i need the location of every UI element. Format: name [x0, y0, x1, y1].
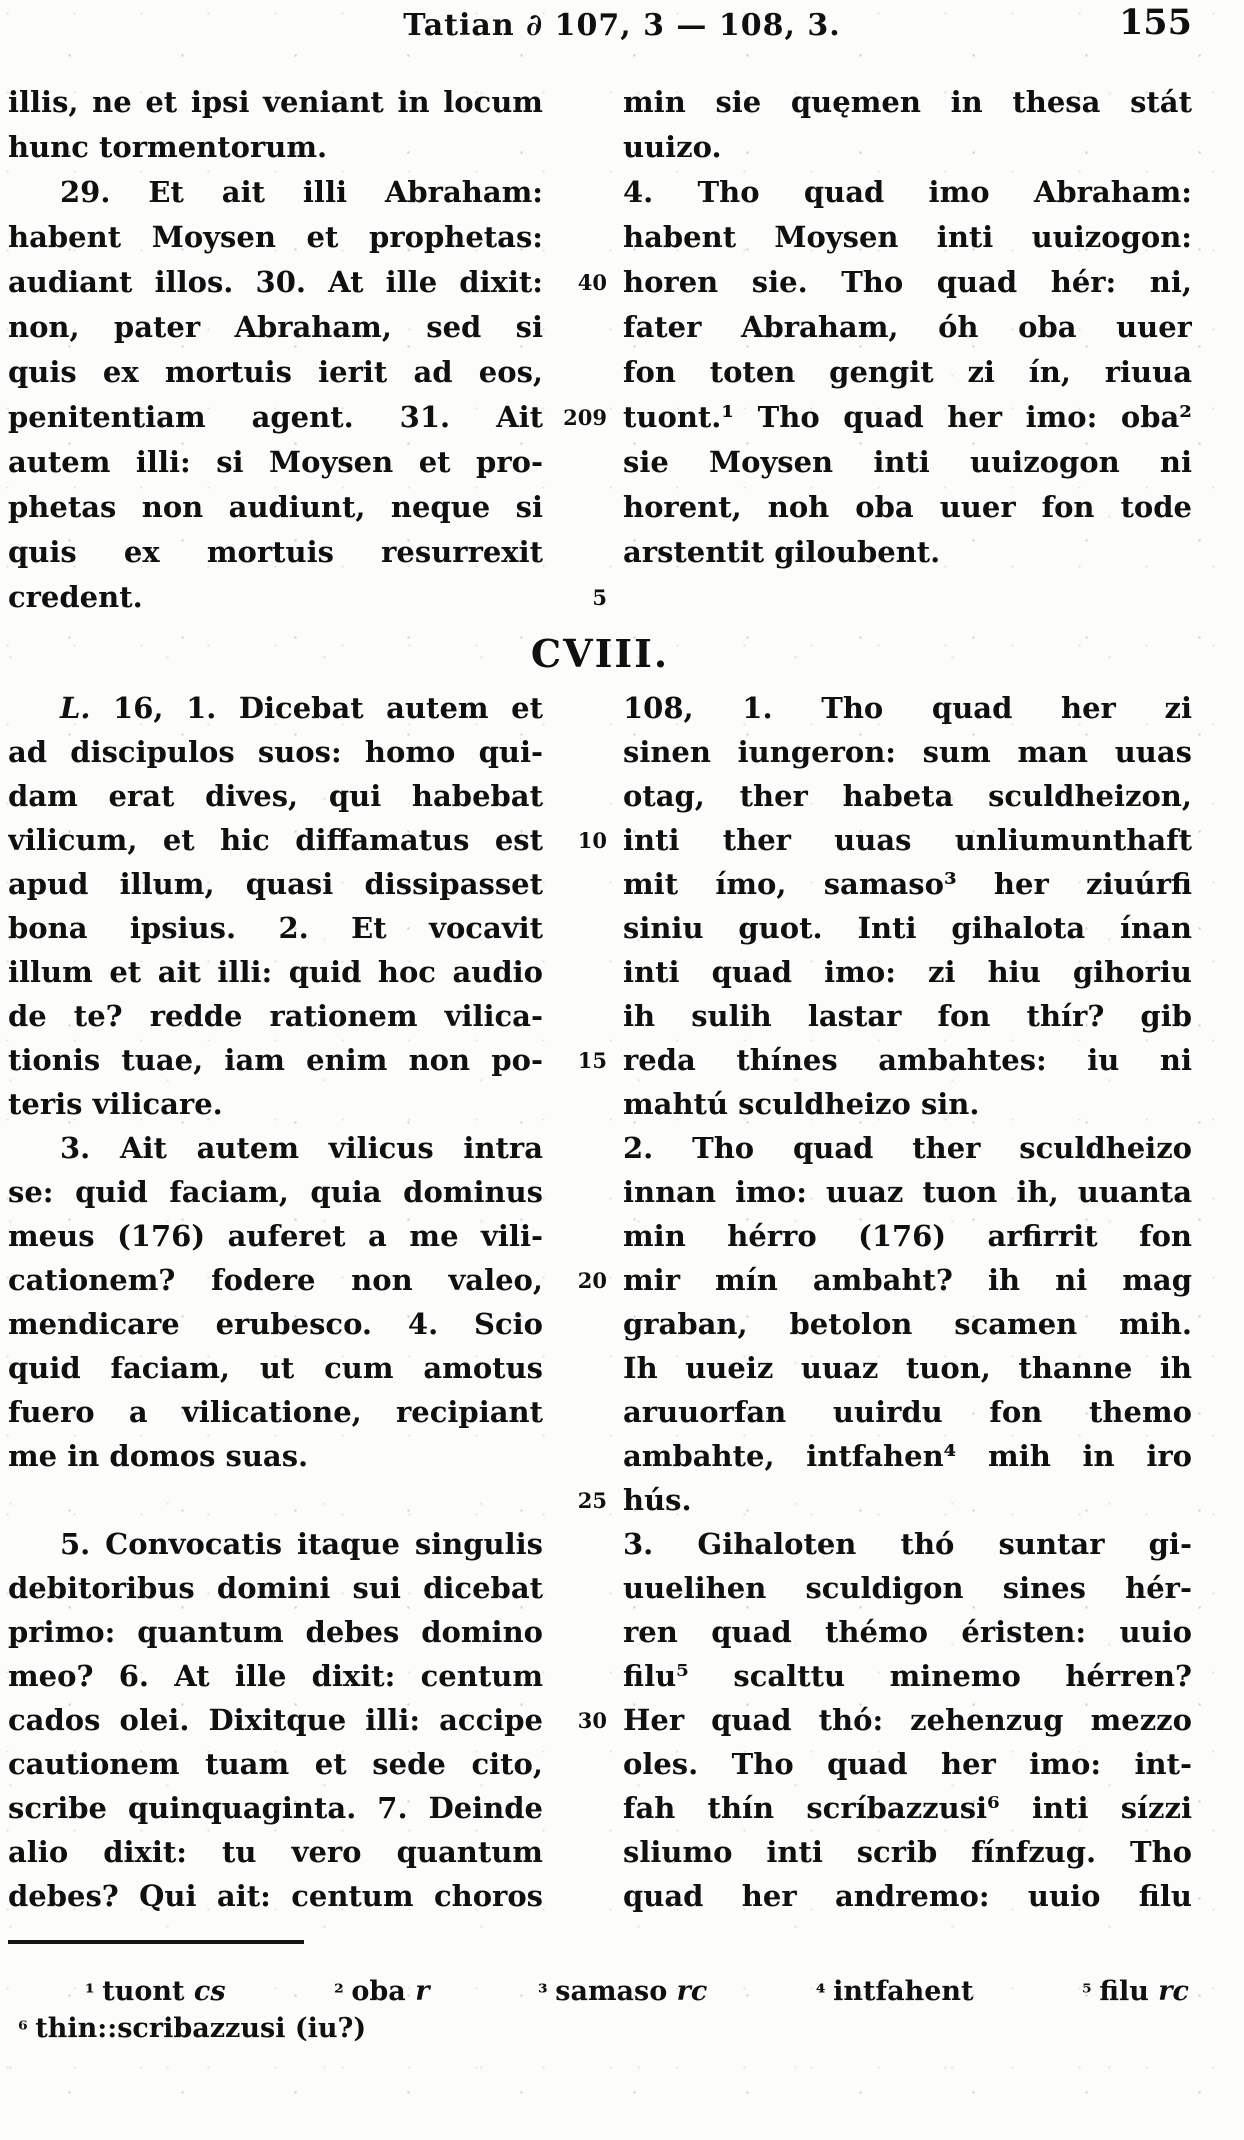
line-number [543, 125, 613, 170]
text-row [8, 1346, 1192, 1390]
text-line-old-high-german: arstentit giloubent. [623, 535, 941, 569]
text-line-old-high-german [613, 575, 1192, 620]
text-row [8, 80, 1192, 125]
footnote-siglum: rc [1158, 1976, 1189, 2007]
text-row [8, 1258, 1192, 1302]
text-line-old-high-german: habent Moysen inti uuizogon: [623, 220, 1192, 254]
text-row [8, 1390, 1192, 1434]
text-row [8, 170, 1192, 215]
line-number [543, 1742, 613, 1786]
text-line-old-high-german: aruuorfan uuirdu fon themo [623, 1395, 1192, 1429]
line-number [543, 1170, 613, 1214]
line-number [543, 1346, 613, 1390]
line-number: 209 [563, 405, 607, 430]
line-number [543, 686, 613, 730]
text-line-old-high-german: ih sulih lastar fon thír? gib [623, 999, 1192, 1033]
line-number [543, 530, 613, 575]
footnote-line-2 [18, 2013, 1189, 2044]
text-row [8, 1434, 1192, 1478]
line-number: 20 [577, 1267, 607, 1293]
text-line-old-high-german: sliumo inti scrib fínfzug. Tho [623, 1835, 1192, 1869]
text-row [8, 730, 1192, 774]
line-number [543, 1566, 613, 1610]
text-line-latin: dam erat dives, qui habebat [8, 779, 543, 813]
text-line-old-high-german: 3. Gihaloten thó suntar gi- [623, 1527, 1192, 1561]
text-line-latin: debes? Qui ait: centum choros [8, 1879, 543, 1913]
line-number [543, 1302, 613, 1346]
text-line-latin: non, pater Abraham, sed si [8, 310, 543, 344]
text-line-old-high-german: mir mín ambaht? ih ni mag [623, 1263, 1192, 1297]
text-line-old-high-german: min hérro (176) arfirrit fon [623, 1219, 1192, 1253]
page-header [0, 0, 1244, 54]
text-block-108 [8, 686, 1192, 1918]
line-number [543, 1830, 613, 1874]
line-number [543, 80, 613, 125]
footnote-mark: ³ [537, 1980, 556, 2006]
line-number [543, 906, 613, 950]
line-number [543, 1522, 613, 1566]
line-number: 40 [577, 270, 607, 295]
text-line-latin: 5. Convocatis itaque singulis [60, 1527, 543, 1561]
text-row [8, 1170, 1192, 1214]
text-line-old-high-german: filu⁵ scalttu minemo hérren? [623, 1659, 1192, 1693]
footnote-mark: ¹ [85, 1980, 103, 2006]
text-line-latin: debitoribus domini sui dicebat [8, 1571, 543, 1605]
text-row [8, 906, 1192, 950]
text-line-old-high-german: Ih uueiz uuaz tuon, thanne ih [623, 1351, 1192, 1385]
text-line-old-high-german: oles. Tho quad her imo: int- [623, 1747, 1192, 1781]
text-row [8, 1038, 1192, 1082]
text-body [8, 80, 1192, 1918]
text-line-latin: primo: quantum debes domino [8, 1615, 543, 1649]
text-row [8, 125, 1192, 170]
footnote-siglum: r [415, 1976, 430, 2007]
footnote-mark: ⁶ [18, 2017, 36, 2043]
footnote-line-1 [85, 1976, 1189, 2007]
text-line-old-high-german: ren quad thémo éristen: uuio [623, 1615, 1192, 1649]
text-row [8, 1522, 1192, 1566]
line-number: 25 [577, 1487, 607, 1513]
text-line-old-high-german: sie Moysen inti uuizogon ni [623, 445, 1192, 479]
text-line-latin: L. 16, 1. Dicebat autem et [60, 691, 543, 725]
footnote: ⁴ intfahent [815, 1976, 974, 2007]
text-line-latin: cautionem tuam et sede cito, [8, 1747, 543, 1781]
line-number [543, 215, 613, 260]
text-line-latin: quid faciam, ut cum amotus [8, 1351, 543, 1385]
text-line-latin: de te? redde rationem vilica- [8, 999, 543, 1033]
text-line-latin: ad discipulos suos: homo qui- [8, 735, 543, 769]
line-number: 5 [592, 585, 607, 610]
text-line-latin: phetas non audiunt, neque si [8, 490, 543, 524]
text-line-old-high-german: mahtú sculdheizo sin. [623, 1087, 980, 1121]
text-row [8, 1126, 1192, 1170]
line-number [543, 1082, 613, 1126]
text-row [8, 305, 1192, 350]
text-line-old-high-german: inti ther uuas unliumunthaft [623, 823, 1192, 857]
line-number [543, 350, 613, 395]
footnote-mark: ⁵ [1082, 1980, 1100, 2006]
text-line-old-high-german: quad her andremo: uuio filu [623, 1879, 1192, 1913]
text-line-old-high-german: uuizo. [623, 130, 722, 164]
text-line-latin: cados olei. Dixitque illi: accipe [8, 1703, 543, 1737]
text-line-latin: credent. [8, 580, 143, 614]
text-line-latin: bona ipsius. 2. Et vocavit [8, 911, 543, 945]
text-line-old-high-german: fah thín scríbazzusi⁶ inti sízzi [623, 1791, 1192, 1825]
line-number [543, 170, 613, 215]
section-heading: CVIII. [530, 630, 670, 676]
text-line-latin: illis, ne et ipsi veniant in locum [8, 85, 543, 119]
line-number [543, 730, 613, 774]
text-line-old-high-german: innan imo: uuaz tuon ih, uuanta [623, 1175, 1192, 1209]
footnote-siglum: cs [193, 1976, 226, 2007]
line-number: 30 [577, 1707, 607, 1733]
text-row [8, 1786, 1192, 1830]
text-line-old-high-german: graban, betolon scamen mih. [623, 1307, 1192, 1341]
text-row [8, 818, 1192, 862]
text-row [8, 1830, 1192, 1874]
running-title: Tatian ∂ 107, 3 — 108, 3. [403, 8, 841, 43]
line-number [543, 1610, 613, 1654]
text-line-latin: penitentiam agent. 31. Ait [8, 400, 543, 434]
text-line-latin: autem illi: si Moysen et pro- [8, 445, 543, 479]
text-line-old-high-german: uuelihen sculdigon sines hér- [623, 1571, 1192, 1605]
text-row [8, 530, 1192, 575]
footnote-siglum: rc [676, 1976, 708, 2007]
text-row [8, 1874, 1192, 1918]
text-line-latin: vilicum, et hic diffamatus est [8, 823, 543, 857]
text-line-old-high-german: ambahte, intfahen⁴ mih in iro [623, 1439, 1192, 1473]
text-row [8, 1214, 1192, 1258]
text-row [8, 485, 1192, 530]
text-line-old-high-german: fon toten gengit zi ín, riuua [623, 355, 1192, 389]
text-line-latin: mendicare erubesco. 4. Scio [8, 1307, 543, 1341]
text-line-old-high-german: tuont.¹ Tho quad her imo: oba² [623, 400, 1192, 434]
text-line-latin: quis ex mortuis ierit ad eos, [8, 355, 543, 389]
text-row [8, 395, 1192, 440]
text-row [8, 1082, 1192, 1126]
footnote-mark: ⁴ [815, 1980, 834, 2006]
text-line-latin: 3. Ait autem vilicus intra [60, 1131, 543, 1165]
text-row [8, 1654, 1192, 1698]
line-number [543, 774, 613, 818]
footnote-mark: ² [334, 1980, 352, 2006]
text-line-latin: quis ex mortuis resurrexit [8, 535, 543, 569]
text-line-latin: 29. Et ait illi Abraham: [60, 175, 543, 209]
text-line-old-high-german: 108, 1. Tho quad her zi [623, 691, 1192, 725]
line-number [543, 950, 613, 994]
text-row [8, 774, 1192, 818]
line-number [543, 1126, 613, 1170]
text-row [8, 260, 1192, 305]
text-row [8, 686, 1192, 730]
text-row [8, 1610, 1192, 1654]
text-line-latin: tionis tuae, iam enim non po- [8, 1043, 543, 1077]
text-row [8, 350, 1192, 395]
text-row [8, 950, 1192, 994]
footnote-apparatus [0, 1976, 1244, 2044]
footnote: ⁶ thin::scribazzusi (iu?) [18, 2013, 367, 2044]
text-line-old-high-german: inti quad imo: zi hiu gihoriu [623, 955, 1192, 989]
text-line-old-high-german: min sie quęmen in thesa stát [623, 85, 1192, 119]
text-line-latin: alio dixit: tu vero quantum [8, 1835, 543, 1869]
footnote: ⁵ filu rc [1082, 1976, 1189, 2007]
page-number: 155 [1118, 2, 1192, 43]
footnote: ³ samaso rc [537, 1976, 708, 2007]
text-line-latin: teris vilicare. [8, 1087, 223, 1121]
text-line-latin: meo? 6. At ille dixit: centum [8, 1659, 543, 1693]
text-line-old-high-german: horen sie. Tho quad hér: ni, [623, 265, 1192, 299]
text-line-old-high-german: hús. [623, 1483, 692, 1517]
text-row [8, 862, 1192, 906]
text-line-latin: hunc tormentorum. [8, 130, 328, 164]
text-row [8, 1566, 1192, 1610]
line-number [543, 1390, 613, 1434]
text-line-old-high-german: 4. Tho quad imo Abraham: [623, 175, 1192, 209]
text-line-old-high-german: horent, noh oba uuer fon tode [623, 490, 1192, 524]
text-line-latin: fuero a vilicatione, recipiant [8, 1395, 543, 1429]
line-number [543, 1874, 613, 1918]
text-line-old-high-german: siniu guot. Inti gihalota ínan [623, 911, 1192, 945]
text-line-old-high-german: 2. Tho quad ther sculdheizo [623, 1131, 1192, 1165]
text-line-latin [8, 1478, 543, 1522]
footnote: ¹ tuont cs [85, 1976, 226, 2007]
text-row [8, 994, 1192, 1038]
line-number [543, 305, 613, 350]
footnote-separator-rule [8, 1940, 304, 1944]
text-line-old-high-german: otag, ther habeta sculdheizon, [623, 779, 1192, 813]
line-number: 15 [577, 1047, 607, 1073]
text-line-latin: me in domos suas. [8, 1439, 309, 1473]
line-number [543, 994, 613, 1038]
text-row [8, 215, 1192, 260]
text-block-107 [8, 80, 1192, 620]
text-line-latin: se: quid faciam, quia dominus [8, 1175, 543, 1209]
text-line-latin: habent Moysen et prophetas: [8, 220, 543, 254]
text-line-latin: scribe quinquaginta. 7. Deinde [8, 1791, 543, 1825]
line-number [543, 440, 613, 485]
text-line-latin: illum et ait illi: quid hoc audio [8, 955, 543, 989]
line-number [543, 1786, 613, 1830]
line-number [543, 1434, 613, 1478]
text-line-latin: apud illum, quasi dissipasset [8, 867, 543, 901]
text-row [8, 440, 1192, 485]
text-line-old-high-german: reda thínes ambahtes: iu ni [623, 1043, 1192, 1077]
line-number [543, 1214, 613, 1258]
text-line-latin: meus (176) auferet a me vili- [8, 1219, 543, 1253]
text-line-old-high-german: Her quad thó: zehenzug mezzo [623, 1703, 1192, 1737]
line-number: 10 [577, 827, 607, 853]
text-line-latin: audiant illos. 30. At ille dixit: [8, 265, 543, 299]
text-line-old-high-german: mit ímo, samaso³ her ziuúrfi [623, 867, 1192, 901]
text-row [8, 1698, 1192, 1742]
text-line-old-high-german: fater Abraham, óh oba uuer [623, 310, 1192, 344]
text-row [8, 1478, 1192, 1522]
text-line-old-high-german: sinen iungeron: sum man uuas [623, 735, 1192, 769]
text-row [8, 1742, 1192, 1786]
footnote: ² oba r [334, 1976, 430, 2007]
text-row [8, 1302, 1192, 1346]
text-row [8, 575, 1192, 620]
line-number [543, 1654, 613, 1698]
text-line-latin: cationem? fodere non valeo, [8, 1263, 543, 1297]
line-number [543, 485, 613, 530]
line-number [543, 862, 613, 906]
